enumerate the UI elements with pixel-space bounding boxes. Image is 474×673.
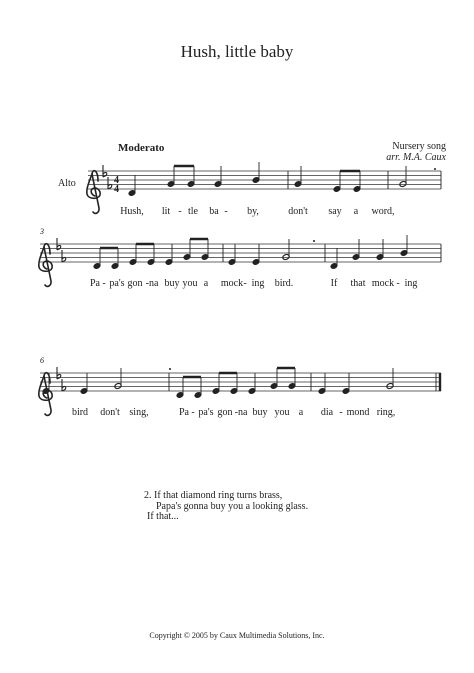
lyric-syllable: a (298, 407, 304, 418)
lyric-syllable: say (328, 206, 342, 217)
instrument-name: Alto (58, 178, 76, 189)
lyric-syllable: sing, (129, 407, 149, 418)
fermatas (169, 168, 436, 370)
lyric-syllable: -na (145, 278, 159, 289)
lyric-syllable: you (182, 278, 198, 289)
lyric-syllable: word, (371, 206, 395, 217)
lyric-syllable: Pa (179, 407, 189, 418)
lyric-syllable: - (191, 407, 195, 418)
lyric-syllable: mock (220, 278, 244, 289)
lyric-syllable: that (350, 278, 366, 289)
svg-text:4: 4 (114, 175, 119, 186)
lyric-syllable: don't (100, 407, 120, 418)
lyric-syllable: bird (71, 407, 89, 418)
lyric-syllable: gon (127, 278, 143, 289)
lyric-syllable: a (203, 278, 209, 289)
lyric-syllable: pa's (198, 407, 214, 418)
clefs (39, 171, 100, 416)
lyric-syllable: - (178, 206, 182, 217)
lyric-syllable: by, (247, 206, 259, 217)
lyric-syllable: bird. (274, 278, 294, 289)
lyric-syllable: - (243, 278, 247, 289)
lyric-syllable: - (339, 407, 343, 418)
composer-origin: Nursery song (392, 141, 446, 152)
second-verse (144, 491, 308, 523)
lyric-syllable: - (102, 278, 106, 289)
lyric-syllable: dia (320, 407, 334, 418)
time-signature (114, 175, 119, 195)
lyric-syllable: buy (164, 278, 180, 289)
lyric-syllable: - (396, 278, 400, 289)
lyric-syllable: ba (209, 206, 219, 217)
lyric-syllable: gon (217, 407, 233, 418)
lyric-syllable: don't (288, 206, 308, 217)
lyric-syllable: ing (251, 278, 265, 289)
lyric-syllable: Hush, (120, 206, 144, 217)
lyric-syllable: -na (234, 407, 248, 418)
measure-number-6: 6 (40, 356, 44, 365)
lyric-syllable: ing (404, 278, 418, 289)
lyric-syllable: mock (371, 278, 395, 289)
lyric-syllable: mond (346, 407, 370, 418)
barlines (169, 171, 441, 391)
arranger: arr. M.A. Caux (386, 152, 446, 163)
verse-line-1: 2. If that diamond ring turns brass, (144, 490, 283, 501)
measure-number-3: 3 (40, 227, 44, 236)
song-title: Hush, little baby (180, 42, 294, 61)
lyric-syllable: you (274, 407, 290, 418)
tempo-marking: Moderato (118, 142, 165, 154)
lyric-syllable: a (353, 206, 359, 217)
verse-line-2: Papa's gonna buy you a looking glass. (156, 500, 309, 512)
copyright-notice: Copyright © 2005 by Caux Multimedia Solutions, Inc. (149, 631, 325, 640)
lyric-syllable: If (330, 278, 338, 289)
lyric-syllable: - (224, 206, 228, 217)
svg-text:4: 4 (114, 184, 119, 195)
lyric-syllable: pa's (109, 278, 125, 289)
lyric-syllable: tle (188, 206, 198, 217)
lyric-syllable: Pa (90, 278, 100, 289)
lyric-syllable: lit (161, 206, 171, 217)
lyric-syllable: buy (252, 407, 268, 418)
verse-line-3: If that... (147, 511, 179, 522)
lyric-syllable: ring, (376, 407, 396, 418)
